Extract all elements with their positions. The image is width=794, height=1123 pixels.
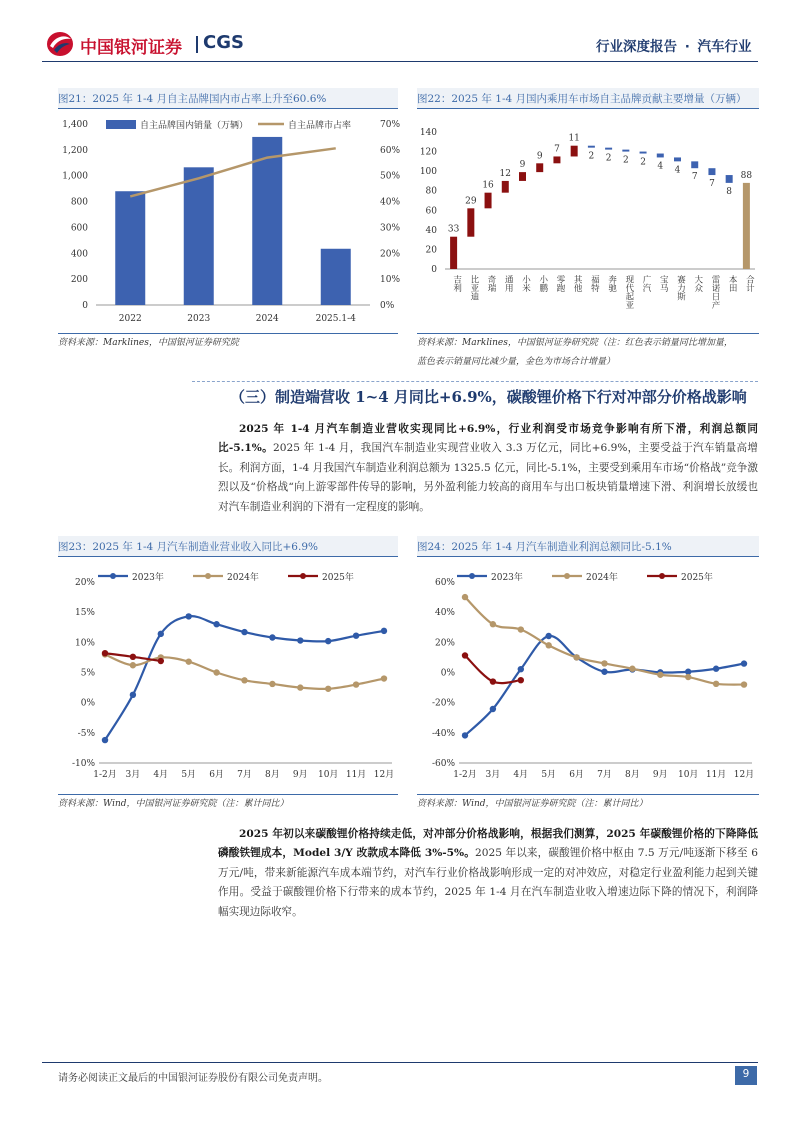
header-dot: · — [684, 39, 690, 55]
fig23-point — [325, 638, 331, 644]
fig24-legend-marker — [659, 573, 665, 579]
fig24-legend-label: 2023年 — [491, 573, 523, 583]
fig24-x-tick: 3月 — [485, 770, 501, 780]
fig22-data-label: 7 — [691, 172, 698, 183]
fig24-legend-label: 2024年 — [586, 573, 618, 583]
fig21-y-left-tick: 1,200 — [62, 145, 88, 156]
fig24-y-tick: 20% — [434, 638, 455, 649]
fig22-bar — [691, 161, 698, 168]
fig22-bar — [502, 181, 509, 193]
fig21-y-left-tick: 600 — [70, 223, 88, 234]
fig22-y-tick: 120 — [419, 147, 437, 158]
fig21-y-right-tick: 0% — [380, 301, 395, 311]
fig22-x-tick: 雷诺日产 — [709, 275, 720, 309]
fig21-legend-line-label: 自主品牌市占率 — [288, 121, 352, 131]
fig23-point — [297, 637, 303, 643]
paragraph-2-body: 2025 年以来，碳酸锂价格中枢由 7.5 万元/吨逐渐下移至 6 万元/吨，带来新能源汽车成本端节约，对汽车行业价格战影响形成一定的对冲效应，对稳定行业盈利能力起到关键作用。受益于碳酸锂价格下行带来的成本节约，2025 年 1-4 月在汽车制造业收入增速边际下降的情况下，利润降幅实现边际收窄。 — [218, 847, 758, 918]
fig23-x-tick: 6月 — [209, 770, 224, 780]
fig23-point — [130, 662, 136, 668]
fig24-x-tick: 8月 — [625, 770, 640, 780]
fig23-point — [241, 677, 247, 683]
fig23-title: 图23：2025 年 1-4 月汽车制造业营业收入同比+6.9% — [58, 541, 318, 553]
fig23-top-rule — [58, 556, 398, 557]
fig24-x-tick: 1-2月 — [453, 770, 477, 780]
fig23-point — [158, 658, 164, 664]
fig22-x-tick: 小鹏 — [537, 275, 548, 292]
page-number: 9 — [742, 1068, 750, 1080]
fig23-x-tick: 3月 — [125, 770, 141, 780]
fig22-title: 图22：2025 年 1-4 月国内乘用车市场自主品牌贡献主要增量（万辆） — [417, 93, 747, 105]
fig22-source-line1: 资料来源：Marklines，中国银河证券研究院（注：红色表示销量同比增加量， — [417, 338, 733, 348]
fig24-point — [601, 660, 607, 666]
fig23-legend-label: 2024年 — [227, 573, 259, 583]
fig24-point — [462, 652, 468, 658]
fig21-y-left-tick: 800 — [70, 197, 88, 208]
fig23-y-tick: 15% — [74, 608, 95, 619]
fig23-point — [130, 692, 136, 698]
fig23-legend-marker — [300, 573, 306, 579]
fig24-y-tick: 0% — [440, 668, 455, 679]
fig24-y-tick: -20% — [431, 698, 455, 709]
fig22-x-tick: 现代起亚 — [623, 275, 634, 309]
fig23-x-tick: 11月 — [345, 770, 367, 780]
fig22-x-tick: 合计 — [744, 275, 755, 292]
fig22-top-rule — [417, 108, 759, 109]
fig22-data-label: 7 — [554, 144, 560, 155]
fig24-point — [713, 681, 719, 687]
fig23-point — [186, 658, 192, 664]
fig24-point — [490, 621, 496, 627]
fig23-point — [102, 650, 108, 656]
fig24-point — [657, 672, 663, 678]
fig22-bar — [657, 154, 664, 158]
fig23-x-tick: 4月 — [153, 770, 169, 780]
fig21-y-left-tick: 200 — [70, 275, 88, 286]
fig24-point — [546, 642, 552, 648]
fig22-source-line2: 蓝色表示销量同比减少量，金色为市场合计增量） — [417, 357, 616, 367]
logo-divider — [196, 36, 198, 53]
header — [0, 0, 794, 62]
paragraph-2-lead: 2025 年初以来碳酸锂价格持续走低，对冲部分价格战影响，根据我们测算，2025 年碳酸锂价格的下降降低磷酸铁锂成本，Model 3/Y 改款成本降低 3%-5%。 — [218, 828, 758, 860]
fig22-bar — [519, 172, 526, 181]
header-rule — [42, 61, 758, 62]
footer-rule — [42, 1062, 758, 1063]
paragraph-1-lead: 2025 年 1-4 月汽车制造业营收实现同比+6.9%，行业利润受市场竞争影响有所下滑，利润总额同比-5.1%。 — [218, 423, 758, 455]
fig24-x-tick: 5月 — [541, 770, 557, 780]
fig24-point — [462, 732, 468, 738]
fig23-x-tick: 7月 — [237, 770, 252, 780]
fig24-point — [685, 674, 691, 680]
fig22-x-tick: 零跑 — [554, 275, 565, 292]
fig21-bar — [252, 137, 282, 305]
fig24-series-line — [465, 636, 744, 736]
fig23-point — [269, 634, 275, 640]
fig21-chart — [58, 112, 401, 334]
fig22-x-tick: 大众 — [692, 275, 703, 292]
fig24-legend-marker — [469, 573, 475, 579]
fig23-legend-marker — [110, 573, 116, 579]
fig22-y-tick: 100 — [419, 167, 437, 178]
fig23-point — [297, 684, 303, 690]
fig22-bar — [622, 150, 629, 152]
fig23-x-tick: 12月 — [373, 770, 395, 780]
fig23-point — [241, 629, 247, 635]
fig23-point — [353, 632, 359, 638]
fig22-data-label: 7 — [709, 179, 715, 190]
fig21-y-left-tick: 400 — [70, 249, 88, 260]
fig21-bar — [115, 191, 145, 305]
fig23-point — [130, 654, 136, 660]
fig24-point — [713, 666, 719, 672]
fig22-data-label: 16 — [482, 180, 494, 191]
fig24-point — [462, 594, 468, 600]
fig22-bar — [605, 148, 612, 150]
fig24-legend-marker — [564, 573, 570, 579]
fig23-legend-label: 2025年 — [322, 573, 354, 583]
fig24-point — [490, 678, 496, 684]
fig24-x-tick: 9月 — [652, 770, 668, 780]
fig23-point — [102, 737, 108, 743]
fig23-point — [158, 631, 164, 637]
fig21-y-right-tick: 20% — [380, 249, 401, 260]
fig22-data-label: 2 — [588, 151, 595, 162]
fig23-y-tick: 20% — [74, 578, 95, 588]
paragraph-2 — [218, 825, 758, 922]
fig23-y-tick: 0% — [80, 698, 95, 709]
fig23-y-tick: -5% — [77, 728, 95, 739]
fig22-bar — [588, 146, 595, 148]
fig22-bar — [450, 237, 457, 269]
fig22-data-label: 8 — [726, 186, 733, 197]
fig22-x-tick: 其他 — [572, 275, 583, 292]
fig21-y-right-tick: 10% — [380, 275, 401, 286]
fig24-point — [601, 669, 607, 675]
fig22-y-tick: 20 — [425, 245, 437, 256]
fig22-y-tick: 40 — [425, 225, 437, 236]
fig22-data-label: 4 — [657, 161, 664, 172]
fig24-y-tick: 60% — [434, 578, 455, 588]
fig24-point — [518, 666, 524, 672]
fig24-point — [490, 706, 496, 712]
fig24-x-tick: 7月 — [597, 770, 612, 780]
fig22-bar — [726, 175, 733, 183]
fig21-source: 资料来源：Marklines，中国银河证券研究院 — [58, 338, 239, 348]
fig23-point — [213, 669, 219, 675]
fig23-point — [269, 681, 275, 687]
fig22-data-label: 2 — [622, 155, 629, 166]
fig24-source: 资料来源：Wind，中国银河证券研究院（注：累计同比） — [417, 799, 648, 809]
section-title-rule — [192, 381, 758, 382]
fig21-top-rule — [58, 108, 398, 109]
fig22-y-tick: 80 — [425, 186, 437, 197]
fig23-x-tick: 1-2月 — [93, 770, 117, 780]
fig24-y-tick: -40% — [431, 728, 455, 739]
fig22-data-label: 12 — [499, 168, 512, 179]
fig24-x-tick: 10月 — [677, 770, 699, 780]
logo-text: 中国银河证券 — [80, 38, 182, 58]
fig24-point — [573, 654, 579, 660]
fig21-x-tick: 2022 — [118, 314, 142, 324]
section-title: （三）制造端营收 1~4 月同比+6.9%，碳酸锂价格下行对冲部分价格战影响 — [230, 388, 747, 406]
fig22-y-tick: 0 — [431, 265, 437, 275]
fig22-bar — [467, 208, 474, 236]
fig22-data-label: 2 — [640, 157, 646, 168]
fig22-bar — [536, 163, 543, 172]
fig21-share-line — [130, 148, 336, 196]
fig23-point — [381, 675, 387, 681]
fig23-y-tick: 10% — [74, 638, 95, 649]
fig23-x-tick: 9月 — [292, 770, 308, 780]
footer-disclaimer: 请务必阅读正文最后的中国银河证券股份有限公司免责声明。 — [58, 1073, 328, 1084]
paragraph-1 — [218, 420, 758, 517]
fig23-x-tick: 10月 — [317, 770, 339, 780]
fig21-legend-bar-swatch — [106, 120, 136, 129]
cgs-logo-icon — [45, 30, 75, 58]
fig21-x-tick: 2023 — [187, 314, 211, 324]
fig21-y-left-tick: 1,400 — [62, 120, 88, 130]
header-report-info — [596, 35, 752, 55]
fig22-y-tick: 140 — [419, 128, 437, 138]
fig22-bar — [553, 156, 560, 163]
fig21-y-left-tick: 1,000 — [62, 171, 88, 182]
fig21-bar — [184, 167, 214, 305]
fig24-title: 图24：2025 年 1-4 月汽车制造业利润总额同比-5.1% — [417, 541, 672, 553]
fig22-data-label: 4 — [674, 165, 681, 176]
fig22-x-tick: 宝马 — [658, 275, 669, 292]
fig22-data-label: 9 — [519, 160, 526, 171]
fig22-data-label: 29 — [465, 196, 477, 207]
fig24-y-tick: 40% — [434, 608, 455, 619]
fig21-y-left-tick: 0 — [82, 301, 88, 311]
fig22-data-label: 33 — [447, 224, 460, 235]
fig24-y-tick: -60% — [431, 759, 455, 769]
logo-cgs: CGS — [203, 32, 244, 53]
fig23-y-tick: -10% — [71, 759, 95, 769]
paragraph-1-body: 2025 年 1-4 月，我国汽车制造业实现营业收入 3.3 万亿元，同比+6.9%，主要受益于汽车销量高增长。利润方面，1-4 月我国汽车制造业利润总额为 1325.5 亿元，同比-5.1%，主要受到乘用车市场“价格战”竞争激烈以及“价格战“向上游零部件传导的影响，另外盈利能力较高的商用车与出口板块销量增速下滑、利润增长放缓也对汽车制造业利润的下滑有一定程度的影响。 — [218, 442, 758, 513]
fig22-bar — [485, 193, 492, 209]
fig22-x-tick: 本田 — [727, 275, 738, 292]
fig22-bar — [640, 152, 647, 154]
fig23-point — [186, 613, 192, 619]
fig22-chart — [417, 112, 759, 334]
fig22-data-label: 88 — [740, 170, 753, 181]
industry-name: 汽车行业 — [697, 39, 752, 55]
fig22-data-label: 9 — [536, 151, 543, 162]
fig21-y-right-tick: 50% — [380, 171, 401, 182]
fig22-data-label: 2 — [605, 153, 612, 164]
fig24-point — [546, 633, 552, 639]
fig23-point — [325, 686, 331, 692]
fig21-bar — [321, 249, 351, 305]
fig24-point — [518, 626, 524, 632]
fig23-x-tick: 5月 — [181, 770, 197, 780]
fig24-point — [741, 660, 747, 666]
fig24-x-tick: 11月 — [705, 770, 727, 780]
fig22-data-label: 11 — [568, 133, 580, 144]
fig23-y-tick: 5% — [80, 668, 95, 679]
fig21-x-tick: 2025.1-4 — [315, 314, 356, 324]
fig22-x-tick: 奇瑞 — [486, 275, 497, 292]
fig22-bar — [743, 183, 750, 269]
fig22-x-tick: 通用 — [503, 275, 514, 292]
fig21-y-right-tick: 60% — [380, 145, 401, 156]
fig22-bar — [571, 146, 578, 157]
fig22-bar — [674, 157, 681, 161]
fig23-point — [353, 681, 359, 687]
fig22-x-tick: 小米 — [520, 275, 531, 292]
fig24-legend-label: 2025年 — [681, 573, 713, 583]
fig24-point — [629, 666, 635, 672]
fig22-x-tick: 福特 — [589, 275, 600, 292]
fig24-x-tick: 12月 — [733, 770, 755, 780]
fig23-point — [213, 621, 219, 627]
fig22-x-tick: 广汽 — [641, 275, 652, 292]
fig22-x-tick: 比亚迪 — [468, 275, 479, 301]
fig24-top-rule — [417, 556, 759, 557]
report-type: 行业深度报告 — [596, 39, 677, 55]
fig21-title: 图21：2025 年 1-4 月自主品牌国内市占率上升至60.6% — [58, 93, 327, 105]
fig23-legend-marker — [205, 573, 211, 579]
fig24-x-tick: 4月 — [513, 770, 529, 780]
fig23-chart — [58, 560, 398, 794]
fig24-chart — [417, 560, 759, 794]
fig21-legend-bar-label: 自主品牌国内销量（万辆） — [140, 121, 249, 131]
fig22-x-tick: 赛力斯 — [675, 275, 686, 301]
fig21-y-right-tick: 40% — [380, 197, 401, 208]
fig22-x-tick: 奔驰 — [606, 275, 617, 292]
fig22-bar — [708, 168, 715, 175]
fig21-x-tick: 2024 — [255, 314, 279, 324]
fig22-x-tick: 吉利 — [451, 275, 462, 292]
fig21-y-right-tick: 70% — [380, 120, 401, 130]
fig23-source: 资料来源：Wind，中国银河证券研究院（注：累计同比） — [58, 799, 289, 809]
fig24-x-tick: 6月 — [569, 770, 584, 780]
fig21-y-right-tick: 30% — [380, 223, 401, 234]
fig23-legend-label: 2023年 — [132, 573, 164, 583]
fig22-y-tick: 60 — [425, 206, 437, 217]
fig23-point — [381, 628, 387, 634]
fig23-x-tick: 8月 — [265, 770, 280, 780]
fig24-point — [518, 677, 524, 683]
fig24-point — [741, 681, 747, 687]
